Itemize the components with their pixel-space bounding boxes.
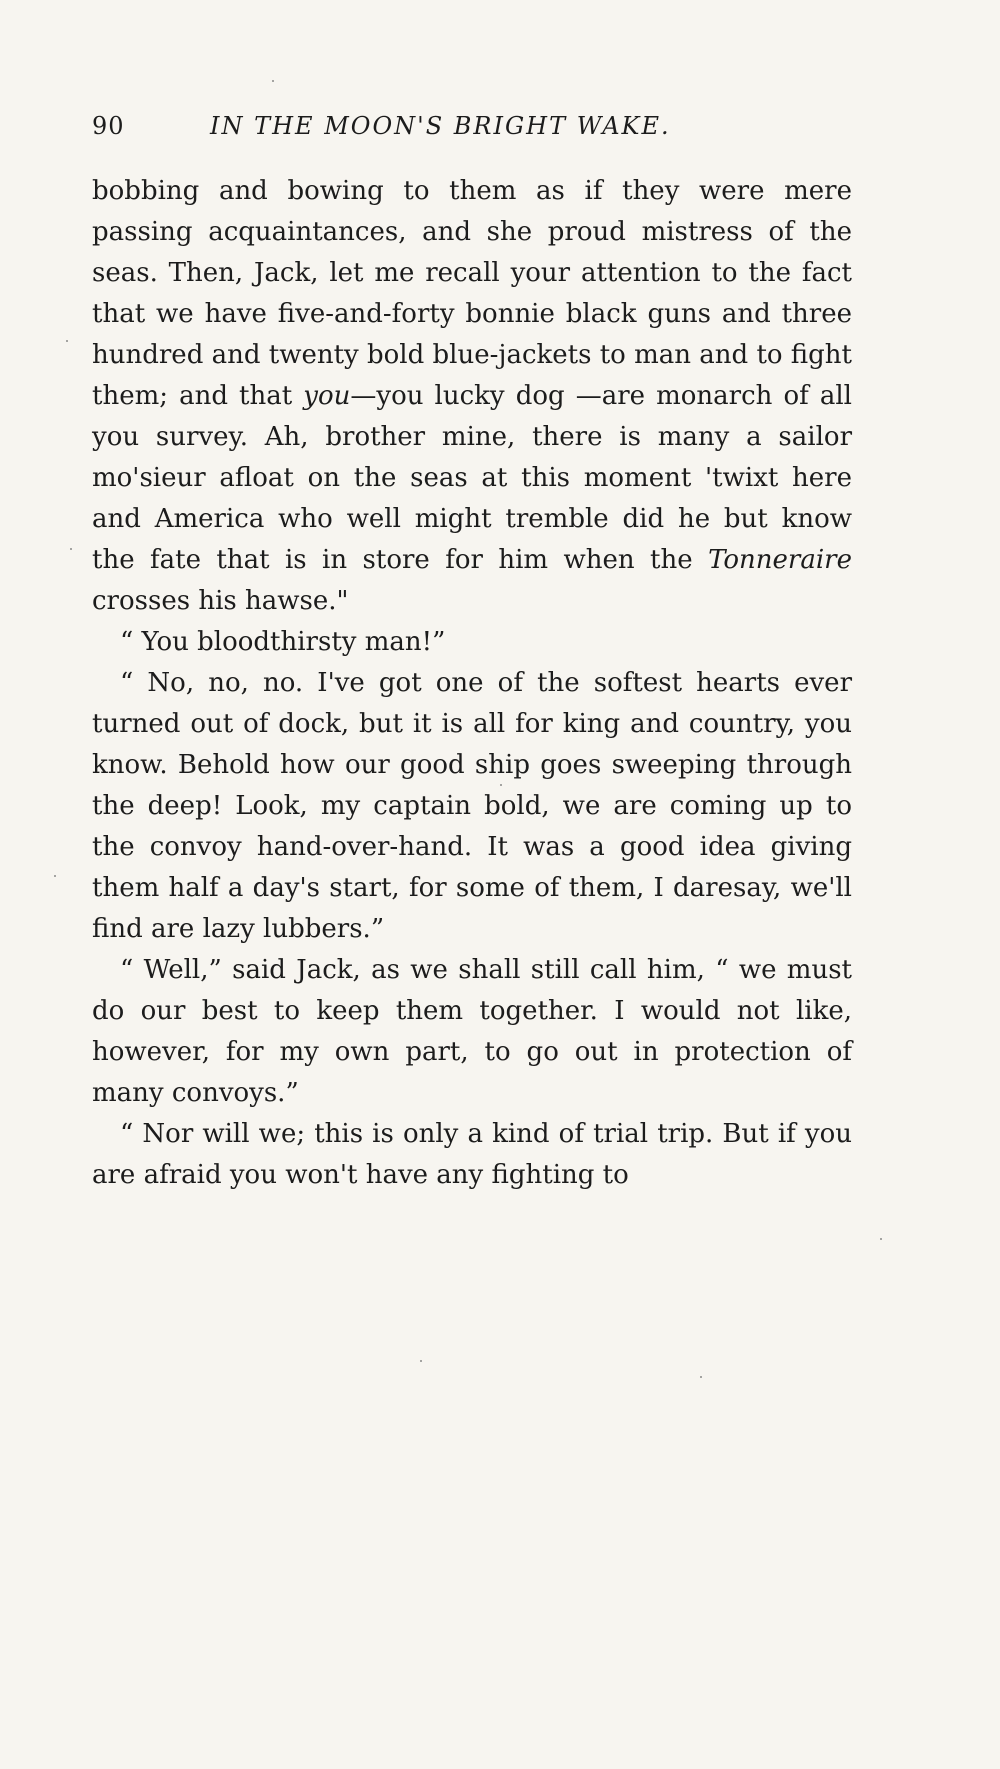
paper-speck <box>880 1238 882 1240</box>
ship-name: Tonneraire <box>708 545 852 575</box>
page-header <box>92 112 852 152</box>
page-number: 90 <box>92 112 125 140</box>
paper-speck <box>500 784 502 786</box>
body-text <box>92 171 852 1196</box>
paragraph <box>92 663 852 950</box>
text-segment: “ You bloodthirsty man!” <box>120 627 446 657</box>
text-segment: “ Well,” said Jack, as we shall still call him, “ we must do our best to keep them together. I would not like, however, for my own part, to go out in protection of many convoys.” <box>92 955 852 1108</box>
text-segment: “ No, no, no. I've got one of the softest hearts ever turned out of dock, but it is all for king and country, you know. Behold how our good ship goes sweeping through the deep! Look, my captain bold, we are coming up to the convoy hand-over-hand. It was a good idea giving them half a day's start, for some of them, I daresay, we'll find are lazy lubbers.” <box>92 668 852 944</box>
text-segment: bobbing and bowing to them as if they were mere passing acquaintances, and she proud mistress of the seas. Then, Jack, let me recall your attention to the fact that we have five-and-forty bonnie black guns and three hundred and twenty bold blue-jackets to man and to fight them; and that <box>92 176 852 411</box>
paper-speck <box>54 875 56 877</box>
paper-speck <box>272 80 274 82</box>
emphasis-you: you <box>303 381 351 411</box>
paper-speck <box>420 1360 422 1362</box>
paper-speck <box>70 548 72 550</box>
text-segment: “ Nor will we; this is only a kind of trial trip. But if you are afraid you won't have any fighting to <box>92 1119 852 1190</box>
paragraph <box>92 622 852 663</box>
text-segment: crosses his hawse." <box>92 586 349 616</box>
paragraph <box>92 1114 852 1196</box>
paragraph <box>92 950 852 1114</box>
running-title: IN THE MOON'S BRIGHT WAKE. <box>210 112 671 140</box>
paragraph <box>92 171 852 622</box>
text-segment: —you lucky dog —are monarch of all you survey. Ah, brother mine, there is many a sailor mo'sieur afloat on the seas at this moment 'twixt here and America who well might tremble did he but know the fate that is in store for him when the <box>92 381 852 575</box>
paper-speck <box>700 1376 702 1378</box>
paper-speck <box>66 340 68 342</box>
